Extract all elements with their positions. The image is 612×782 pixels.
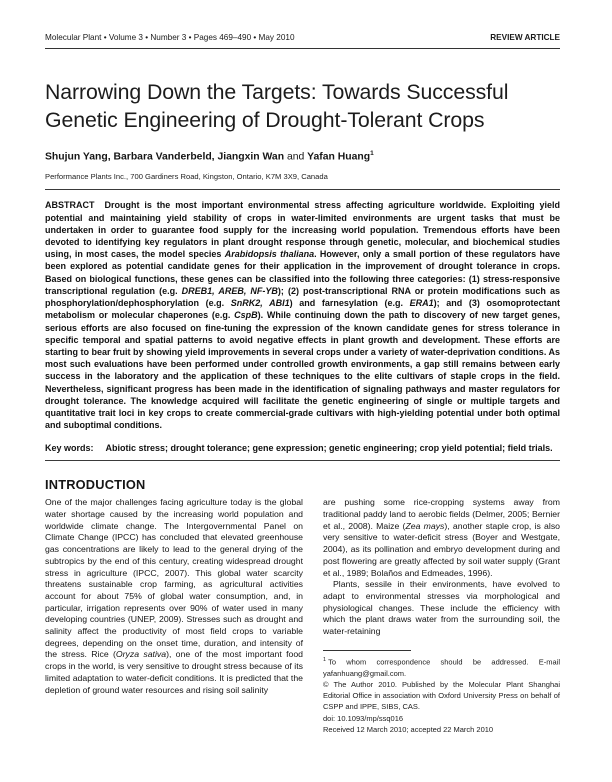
authors-line [45, 150, 560, 162]
author-names: Shujun Yang, Barbara Vanderbeld, Jiangxin Wan and Yafan Huang [45, 151, 371, 163]
footnote-correspondence [323, 655, 560, 679]
footnote-correspondence-text: To whom correspondence should be addressed. E-mail yafanhuang@gmail.com. [323, 657, 560, 678]
journal-header [45, 0, 560, 42]
abstract-bottom-divider [45, 460, 560, 461]
journal-info: Molecular Plant • Volume 3 • Number 3 • Pages 469–490 • May 2010 [45, 33, 295, 42]
body-paragraph: Plants, sessile in their environments, have evolved to adapt to environmental stresses via morphological and physiological changes. These include the efficiency with which the plant draws water from the surrounding soil, the water-retaining [323, 579, 560, 637]
abstract-text: Drought is the most important environmental stress affecting agriculture worldwide. Exploiting yield potential and maintaining yield stability of crops in water-limited environments are urgent tasks that must be undertaken in order to guarantee food supply for the increasing world population. Tremendous efforts have been devoted to identifying key regulators in plant drought response through genetic, molecular, and biochemical studies using, in most cases, the model species Arabidopsis thaliana. However, only a small portion of these regulators have been explored as potential candidate genes for their application in the improvement of drought tolerance in crops. Based on biological functions, these genes can be classified into the following three categories: (1) stress-responsive transcriptional regulation (e.g. DREB1, AREB, NF-YB); (2) post-transcriptional RNA or protein modifications such as phosphorylation/dephosphorylation (e.g. SnRK2, ABI1) and farnesylation (e.g. ERA1); and (3) osomoprotectant metabolism or molecular chaperones (e.g. CspB). While continuing down the path to discovery of new target genes, serious efforts are also focused on fine-tuning the expression of the known candidate genes for stress tolerance in specific temporal and spatial patterns to avoid negative effects in plant growth and development. These efforts are starting to bear fruit by showing yield improvements in several crops under a variety of water-deprivation conditions. As most such evaluations have been performed under controlled growth environments, a gap still remains between early success in the laboratory and the application of these techniques to the elite cultivars of staple crops in the field. Nevertheless, significant progress has been made in the identification of signaling pathways and master regulators for drought tolerance. The knowledge acquired will facilitate the genetic engineering of single or multiple targets and quantitative trait loci in key crops to create commercial-grade cultivars with high-yielding potential under both optimal and suboptimal conditions. [45, 200, 561, 431]
introduction-heading: INTRODUCTION [45, 477, 146, 493]
footnote-divider [323, 650, 411, 651]
footnote-doi: doi: 10.1093/mp/ssq016 [323, 713, 404, 723]
footnote-block [323, 650, 560, 736]
affiliation-line: Performance Plants Inc., 700 Gardiners Road, Kingston, Ontario, K7M 3X9, Canada [45, 172, 328, 182]
body-paragraph: One of the major challenges facing agriculture today is the global water shortage caused by the increasing world population and worldwide climate change. The Intergovernmental Panel on Climate Change (IPCC) has concluded that elevated greenhouse gas concentrations are likely to lead to the general drying of the subtropics by the end of this century, creating widespread drought stress in agriculture (IPCC, 2007). This global water scarcity threatens sustainable crop farming, as agricultural activities account for about 75% of global water consumption, and, in particular, irrigation represents over 90% of water used in many developing countries (UNEP, 2009). Stresses such as drought and salinity affect the productivity of most field crops to variable degrees, depending on the onset time, duration, and intensity of the stress. Rice (Oryza sativa), one of the most important food crops in the world, is very sensitive to drought stress because of its limited adaptation to water-deficit conditions. It is predicted that the depletion of ground water resources and rising soil salinity [45, 497, 303, 695]
abstract-label: ABSTRACT [45, 200, 95, 211]
body-paragraph: are pushing some rice-cropping systems away from traditional paddy land to aerobic fields (Delmer, 2005; Bernier et al., 2008). Maize (Zea mays), another staple crop, is also very sensitive to water-deficit stress (Boyer and Westgate, 2004), as its pollination and embryo development during and post flowering are greatly affected by soil water supply (Grant et al., 1989; Bolaños and Edmeades, 1996). [323, 497, 560, 578]
article-type-label: REVIEW ARTICLE [490, 33, 560, 42]
footnote-copyright: © The Author 2010. Published by the Molecular Plant Shanghai Editorial Office in association with Oxford University Press on behalf of CSPP and IPPE, SIBS, CAS. [323, 679, 560, 712]
right-column [323, 497, 560, 735]
footnote-marker: 1 [323, 656, 327, 663]
affiliation-marker: 1 [370, 150, 374, 157]
intro-columns [45, 497, 560, 735]
abstract-paragraph [45, 199, 560, 431]
keywords-label: Key words: [45, 443, 94, 454]
header-divider [45, 48, 560, 49]
page-content [45, 0, 560, 735]
article-title: Narrowing Down the Targets: Towards Successful Genetic Engineering of Drought-Tolerant Crops [45, 80, 509, 132]
left-column [45, 497, 303, 735]
keywords-text: Abiotic stress; drought tolerance; gene expression; genetic engineering; crop yield potential; field trials. [105, 443, 553, 454]
abstract-top-divider [45, 189, 560, 190]
footnote-dates: Received 12 March 2010; accepted 22 March 2010 [323, 725, 494, 735]
keywords-line [45, 443, 560, 453]
